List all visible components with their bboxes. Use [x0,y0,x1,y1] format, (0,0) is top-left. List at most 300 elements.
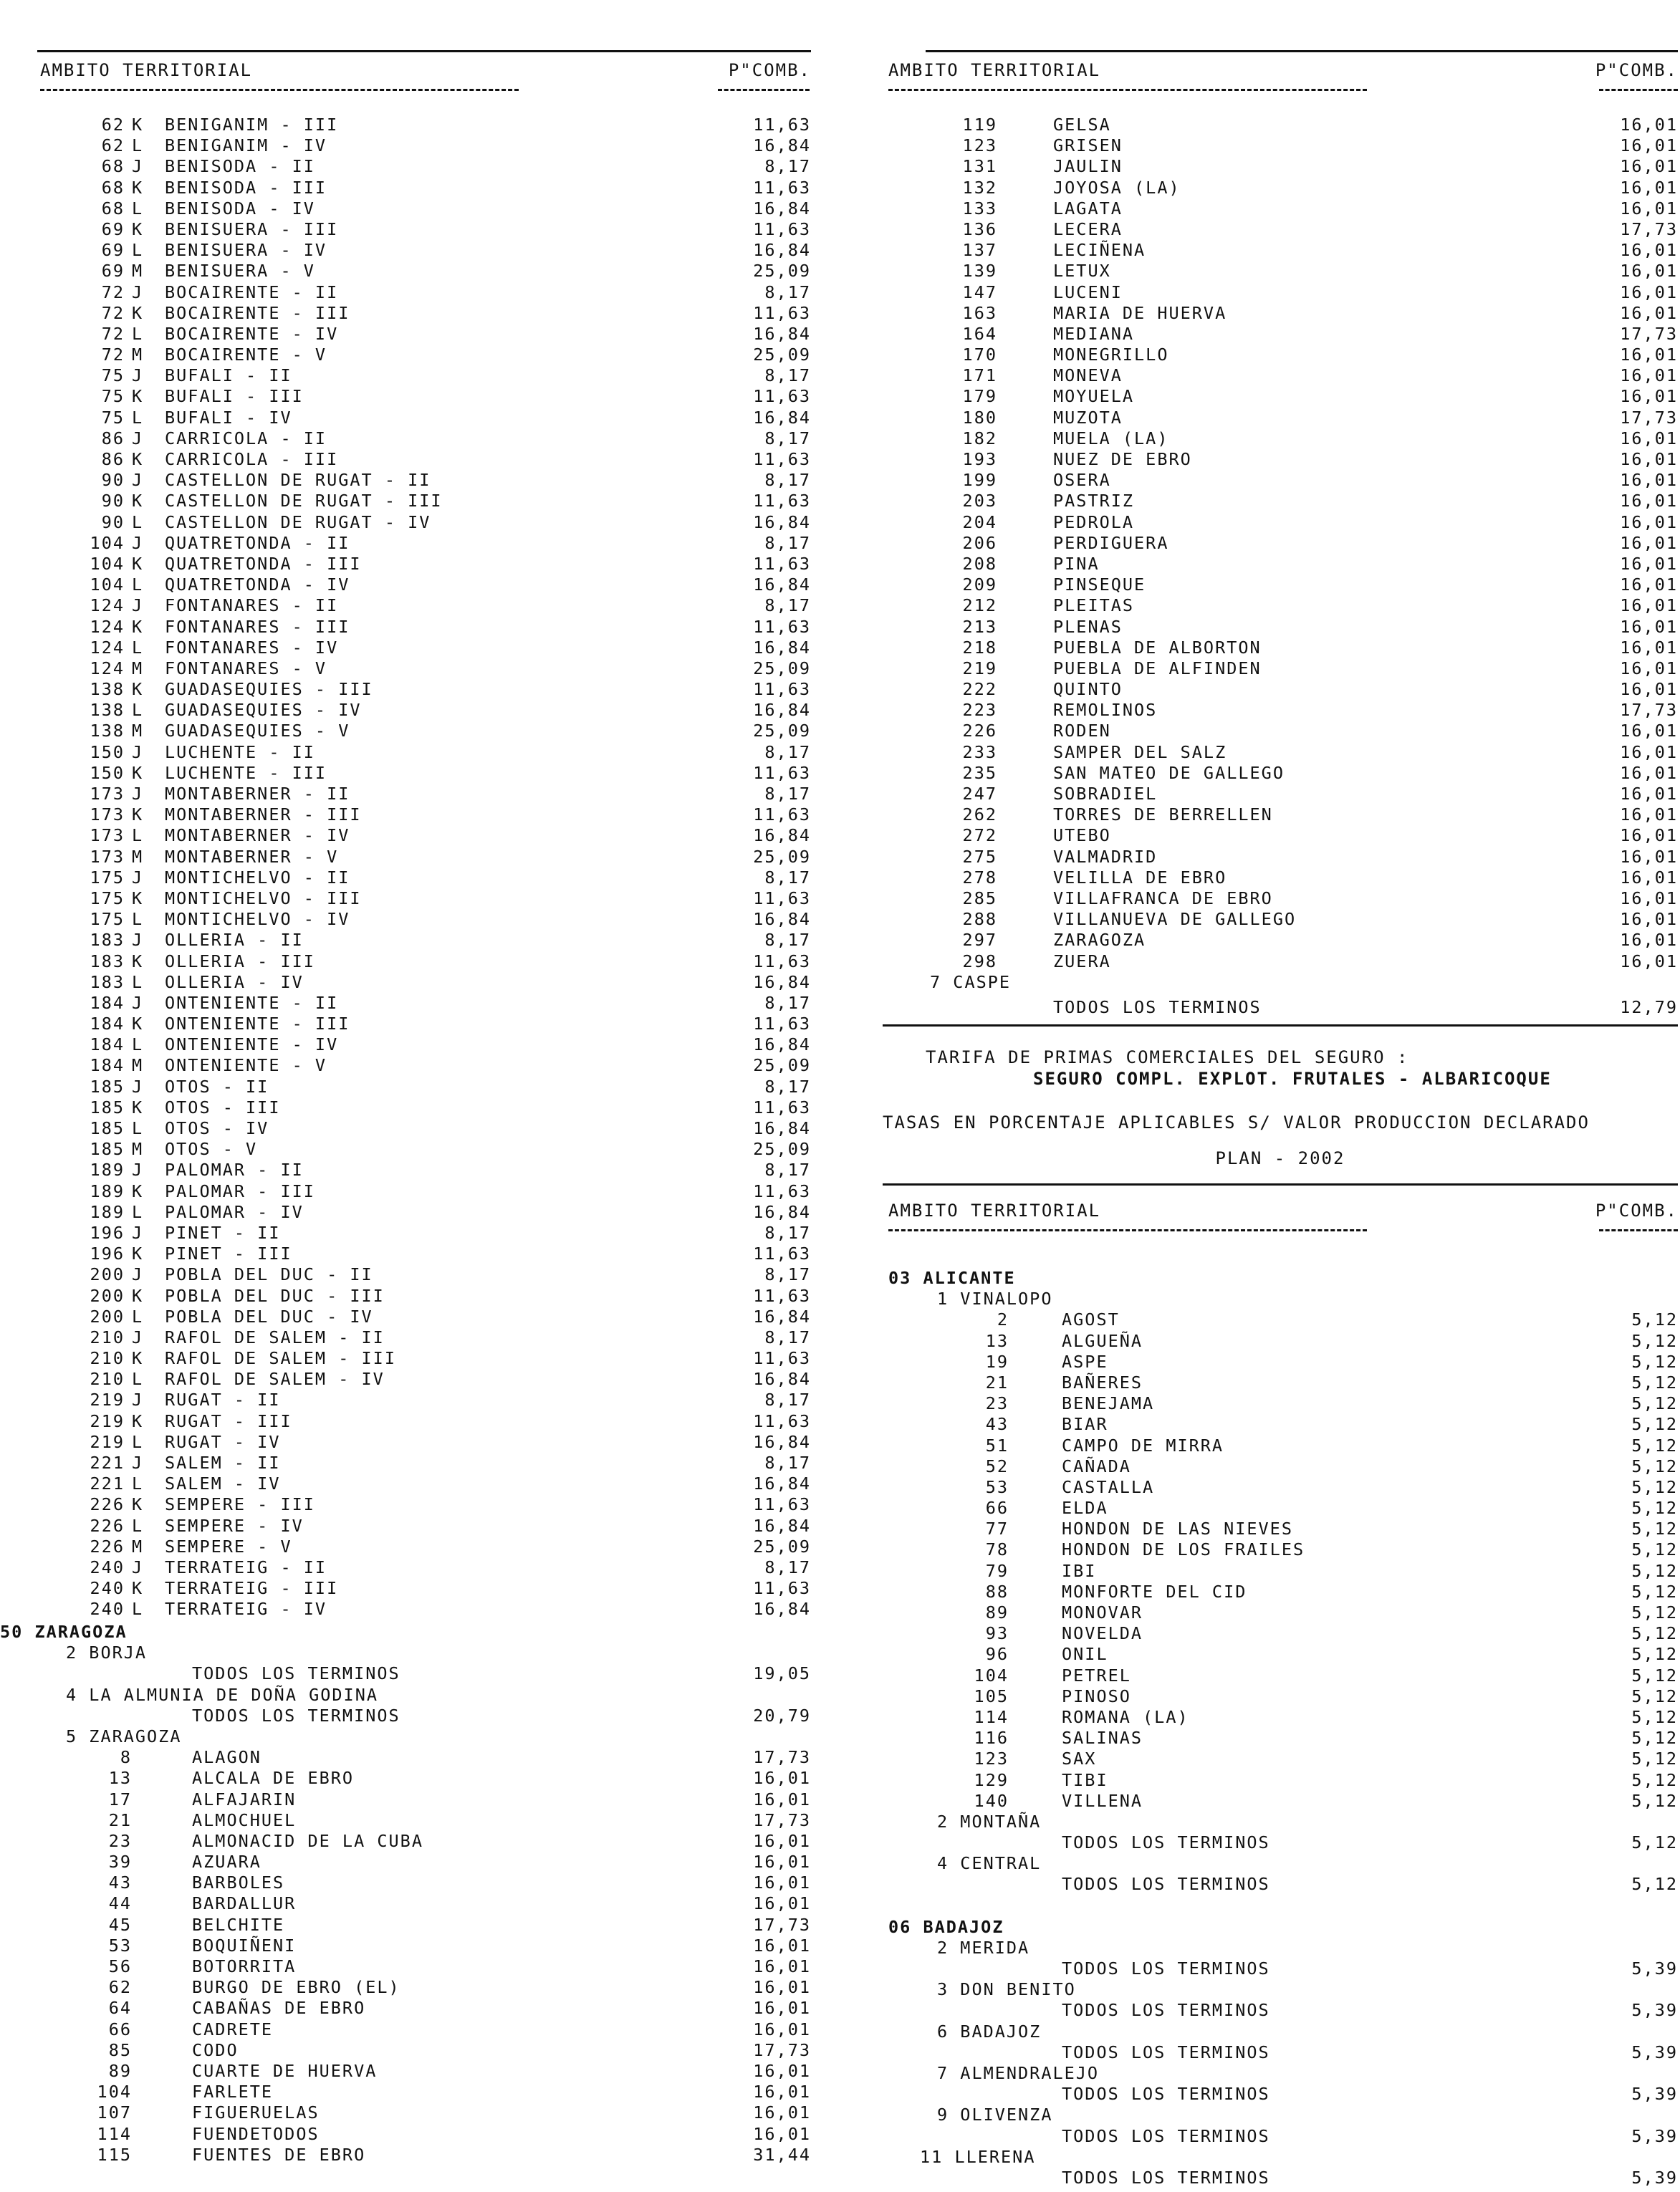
zone-letter: K [132,616,144,637]
comarca-row [883,2063,1656,2084]
municipality-name: ONTENIENTE - V [165,1055,327,1076]
premium-value: 5,12 [1631,1372,1678,1393]
municipality-name: PASTRIZ [1053,491,1135,511]
premium-value: 11,63 [753,1244,811,1264]
premium-value: 5,39 [1631,2042,1678,2062]
table-row [37,1160,811,1181]
table-row [883,1644,1678,1665]
table-row [883,1749,1678,1769]
municipality-code: 69 [101,261,125,282]
municipality-name: OLLERIA - IV [165,971,304,992]
municipality-code: 189 [90,1160,125,1181]
municipality-name: SOBRADIEL [1053,784,1158,804]
table-row [37,1810,811,1831]
municipality-code: 213 [962,616,997,637]
table-row [37,2124,811,2145]
municipality-name: OTOS - V [165,1139,258,1160]
municipality-code: 23 [108,1830,132,1851]
premium-value: 11,63 [753,616,811,637]
premium-value: 11,63 [753,1578,811,1599]
premium-value: 19,05 [753,1663,811,1684]
municipality-name: GUADASEQUIES - III [165,679,373,700]
zone-letter: K [132,762,144,783]
todos-label: TODOS LOS TERMINOS [192,1663,400,1684]
premium-value: 17,73 [1620,323,1678,344]
todos-row [883,2000,1678,2021]
zone-letter: J [132,1160,144,1181]
municipality-name: MOYUELA [1053,386,1135,407]
province-name: 06 BADAJOZ [888,1916,1004,1937]
municipality-name: CARRICOLA - II [165,428,327,448]
zone-letter: K [132,888,144,908]
table-row [37,1516,811,1537]
zone-letter: K [132,804,144,825]
municipality-code: 68 [101,177,125,198]
todos-label: TODOS LOS TERMINOS [1062,2042,1270,2062]
table-row [37,1494,811,1515]
premium-value: 16,01 [1620,951,1678,971]
municipality-code: 221 [90,1453,125,1473]
municipality-code: 173 [90,804,125,825]
comarca-name: 9 OLIVENZA [937,2105,1053,2125]
premium-value: 16,84 [753,1431,811,1452]
table-row [883,930,1678,951]
municipality-code: 175 [90,888,125,908]
table-row [883,762,1678,784]
zone-letter: L [132,1474,144,1494]
municipality-code: 275 [962,846,997,867]
todos-label: TODOS LOS TERMINOS [1062,1874,1270,1895]
municipality-code: 72 [101,345,125,365]
table-row [37,240,811,261]
municipality-name: FUENTES DE EBRO [192,2144,366,2165]
municipality-code: 123 [962,135,997,156]
municipality-code: 19 [985,1351,1009,1372]
zone-letter: K [132,491,144,511]
municipality-code: 2 [997,1309,1009,1330]
municipality-code: 104 [974,1665,1009,1686]
todos-row [37,1663,811,1684]
table-row [37,1893,811,1914]
premium-value: 16,01 [753,2123,811,2144]
municipality-code: 13 [108,1768,132,1789]
premium-value: 16,01 [1620,282,1678,302]
table-row [37,1286,811,1307]
premium-value: 11,63 [753,1097,811,1117]
premium-value: 5,12 [1631,1581,1678,1602]
premium-value: 16,01 [1620,846,1678,867]
table-row [37,1014,811,1034]
municipality-code: 219 [90,1431,125,1452]
municipality-name: RAFOL DE SALEM - II [165,1327,385,1347]
table-row [37,1348,811,1369]
municipality-code: 86 [101,428,125,448]
municipality-name: GUADASEQUIES - IV [165,700,362,721]
municipality-code: 185 [90,1076,125,1097]
premium-value: 16,01 [753,1998,811,2019]
table-row [37,1181,811,1202]
table-row [37,1097,811,1118]
municipality-code: 51 [985,1435,1009,1456]
premium-value: 16,01 [753,2019,811,2039]
zone-letter: J [132,992,144,1013]
municipality-code: 180 [962,407,997,428]
municipality-code: 171 [962,365,997,386]
municipality-code: 175 [90,867,125,888]
comarca-name: 4 LA ALMUNIA DE DOÑA GODINA [66,1684,379,1705]
premium-value: 16,01 [753,2082,811,2102]
table-row [883,1581,1678,1602]
province-name: 50 ZARAGOZA [0,1622,128,1642]
zone-letter: L [132,1034,144,1055]
municipality-name: RUGAT - II [165,1390,281,1410]
municipality-code: 272 [962,825,997,846]
table-row [37,1307,811,1327]
table-row [883,804,1678,825]
municipality-code: 69 [101,218,125,239]
premium-value: 12,79 [1620,996,1678,1017]
municipality-code: 233 [962,741,997,762]
table-row [883,951,1678,972]
premium-value: 11,63 [753,218,811,239]
municipality-name: POBLA DEL DUC - III [165,1285,385,1306]
premium-value: 25,09 [753,846,811,867]
municipality-code: 278 [962,867,997,888]
table-row [883,1372,1678,1393]
table-row [37,1077,811,1097]
municipality-name: PLENAS [1053,616,1123,637]
premium-value: 5,12 [1631,1602,1678,1623]
table-row [37,742,811,763]
municipality-code: 105 [974,1686,1009,1706]
header-underline-right [888,89,1367,91]
premium-value: 16,84 [753,825,811,846]
table-row [37,491,811,511]
municipality-code: 200 [90,1285,125,1306]
table-row [883,1686,1678,1707]
municipality-code: 235 [962,762,997,783]
premium-value: 16,01 [753,2102,811,2123]
comarca-name: 2 BORJA [66,1643,148,1663]
table-row [37,178,811,198]
municipality-code: 77 [985,1519,1009,1539]
municipality-name: FONTANARES - IV [165,637,339,658]
zone-letter: K [132,386,144,407]
municipality-name: SAN MATEO DE GALLEGO [1053,762,1285,783]
zone-letter: K [132,115,144,135]
premium-value: 8,17 [764,1264,811,1285]
premium-value: 16,84 [753,1118,811,1138]
table-row [37,847,811,867]
municipality-name: PLEITAS [1053,595,1135,616]
table-row [37,1369,811,1390]
municipality-name: ROMANA (LA) [1062,1706,1189,1727]
municipality-code: 179 [962,386,997,407]
premium-value: 5,12 [1631,1706,1678,1727]
municipality-name: BENISODA - II [165,156,315,177]
table-row [883,1456,1678,1477]
premium-value: 16,01 [1620,575,1678,595]
municipality-name: CASTELLON DE RUGAT - IV [165,511,431,532]
table-row [37,1578,811,1599]
municipality-code: 210 [90,1327,125,1347]
municipality-name: QUATRETONDA - IV [165,575,350,595]
municipality-code: 21 [108,1809,132,1830]
municipality-code: 226 [90,1515,125,1536]
province-row [0,1622,811,1643]
municipality-name: VELILLA DE EBRO [1053,867,1227,888]
municipality-name: VALMADRID [1053,846,1158,867]
premium-value: 16,01 [1620,867,1678,888]
header-underline [40,89,519,91]
premium-value: 8,17 [764,1222,811,1243]
zone-letter: J [132,930,144,951]
zone-letter: K [132,1181,144,1201]
table-row [37,993,811,1014]
zone-letter: J [132,1390,144,1410]
zone-letter: K [132,1244,144,1264]
municipality-code: 240 [90,1599,125,1620]
table-row [883,741,1678,763]
municipality-name: HONDON DE LOS FRAILES [1062,1539,1305,1560]
table-row [37,909,811,930]
table-row [37,700,811,721]
table-row [37,1055,811,1076]
municipality-code: 124 [90,616,125,637]
municipality-code: 173 [90,846,125,867]
municipality-code: 183 [90,971,125,992]
municipality-name: CADRETE [192,2019,274,2039]
premium-value: 16,01 [1620,511,1678,532]
comarca-name: 1 VINALOPO [937,1289,1053,1309]
premium-value: 16,84 [753,198,811,218]
table-row [37,198,811,219]
municipality-code: 62 [101,115,125,135]
premium-value: 8,17 [764,156,811,177]
table-row [37,575,811,595]
municipality-name: JAULIN [1053,156,1123,177]
municipality-name: LECERA [1053,218,1123,239]
premium-value: 5,12 [1631,1769,1678,1790]
municipality-code: 206 [962,532,997,553]
table-row [37,1998,811,2019]
zone-letter: L [132,407,144,428]
municipality-name: PERDIGUERA [1053,532,1169,553]
table-row [37,679,811,700]
table-row [37,1223,811,1244]
municipality-code: 262 [962,804,997,825]
municipality-name: PALOMAR - IV [165,1201,304,1222]
premium-value: 11,63 [753,302,811,323]
zone-letter: K [132,1578,144,1599]
table-row [883,1519,1678,1539]
premium-value: 5,12 [1631,1539,1678,1560]
premium-value: 11,63 [753,1494,811,1515]
municipality-name: CASTELLON DE RUGAT - III [165,491,443,511]
premium-value: 11,63 [753,491,811,511]
municipality-code: 72 [101,282,125,302]
premium-value: 17,73 [1620,218,1678,239]
zone-letter: J [132,1222,144,1243]
municipality-name: OSERA [1053,470,1111,491]
municipality-name: CASTALLA [1062,1476,1155,1497]
municipality-name: MONTICHELVO - II [165,867,350,888]
table-row [883,700,1678,721]
premium-value: 11,63 [753,679,811,700]
table-row [37,1202,811,1223]
todos-row [883,2084,1678,2105]
table-row [37,345,811,365]
table-row [883,511,1678,533]
zone-letter: K [132,177,144,198]
municipality-code: 150 [90,741,125,762]
municipality-name: GRISEN [1053,135,1123,156]
municipality-code: 44 [108,1893,132,1914]
premium-value: 16,01 [1620,386,1678,407]
premium-value: 11,63 [753,386,811,407]
premium-value: 16,01 [753,1873,811,1893]
table-row [883,1790,1678,1812]
premium-value: 17,73 [1620,407,1678,428]
premium-value: 5,39 [1631,2084,1678,2105]
municipality-code: 182 [962,428,997,448]
municipality-name: ALCALA DE EBRO [192,1768,355,1789]
premium-value: 16,01 [1620,261,1678,282]
province-row [883,1268,1656,1289]
table-row [883,449,1678,470]
municipality-name: QUATRETONDA - III [165,553,362,574]
municipality-name: TERRATEIG - II [165,1557,327,1577]
comarca-row [883,972,1656,993]
municipality-code: 43 [985,1414,1009,1435]
municipality-code: 226 [90,1494,125,1515]
municipality-name: SEMPERE - IV [165,1515,304,1536]
premium-value: 5,12 [1631,1456,1678,1476]
municipality-code: 86 [101,449,125,469]
municipality-name: MONTICHELVO - III [165,888,362,908]
municipality-code: 163 [962,302,997,323]
municipality-code: 193 [962,449,997,469]
table-row [883,637,1678,658]
premium-value: 5,39 [1631,2125,1678,2146]
comb-underline-right [1599,89,1678,91]
municipality-name: SALINAS [1062,1728,1143,1749]
table-row [37,2082,811,2102]
municipality-name: ALFAJARIN [192,1789,297,1809]
municipality-name: MONEVA [1053,365,1123,386]
premium-value: 16,01 [1620,658,1678,678]
premium-value: 16,01 [753,1852,811,1873]
municipality-name: BENISUERA - IV [165,240,327,261]
zone-letter: J [132,470,144,491]
table-row [883,846,1678,867]
municipality-name: BENISUERA - V [165,261,315,282]
municipality-code: 219 [962,658,997,678]
municipality-name: LUCHENTE - II [165,741,315,762]
premium-value: 11,63 [753,762,811,783]
table-row [883,1560,1678,1582]
comarca-name: 6 BADAJOZ [937,2021,1042,2042]
municipality-code: 23 [985,1393,1009,1414]
table-row [37,721,811,741]
municipality-name: BENIGANIM - IV [165,135,327,156]
municipality-code: 93 [985,1623,1009,1644]
municipality-code: 133 [962,198,997,218]
table-row [883,491,1678,511]
municipality-code: 173 [90,784,125,804]
premium-value: 5,12 [1631,1874,1678,1895]
municipality-name: BENEJAMA [1062,1393,1155,1414]
municipality-code: 96 [985,1644,1009,1665]
municipality-name: TERRATEIG - III [165,1578,339,1599]
table-row [37,1977,811,1998]
premium-value: 5,12 [1631,1393,1678,1414]
premium-value: 5,12 [1631,1351,1678,1372]
municipality-name: VILLAFRANCA DE EBRO [1053,888,1273,908]
premium-value: 5,39 [1631,1958,1678,1979]
ambito-header-right: AMBITO TERRITORIAL [888,60,1101,80]
premium-value: 16,01 [1620,449,1678,469]
spacer [883,1895,1656,1917]
premium-value: 16,01 [1620,470,1678,491]
municipality-name: FARLETE [192,2082,274,2102]
premium-value: 16,01 [1620,616,1678,637]
municipality-name: VILLENA [1062,1790,1143,1811]
table-row [37,1118,811,1139]
zone-letter: J [132,1327,144,1347]
premium-value: 16,01 [1620,240,1678,261]
table-row [37,1768,811,1789]
zone-letter: L [132,909,144,930]
premium-value: 25,09 [753,1536,811,1557]
premium-value: 16,01 [1620,135,1678,156]
municipality-code: 13 [985,1330,1009,1351]
municipality-name: REMOLINOS [1053,700,1158,721]
zone-letter: L [132,825,144,846]
premium-value: 16,01 [1620,721,1678,741]
premium-value: 5,12 [1631,1330,1678,1351]
zone-letter: K [132,218,144,239]
municipality-name: BUFALI - II [165,365,292,386]
table-row [37,1936,811,1956]
municipality-code: 219 [90,1410,125,1431]
municipality-name: PALOMAR - III [165,1181,315,1201]
municipality-name: OLLERIA - II [165,930,304,951]
plan-title: PLAN - 2002 [1215,1148,1345,1168]
zone-letter: M [132,658,144,678]
header-underline-2 [888,1229,1367,1231]
municipality-name: PINSEQUE [1053,575,1146,595]
table-row [37,449,811,470]
section-rule [883,1024,1678,1027]
premium-value: 25,09 [753,721,811,741]
zone-letter: L [132,637,144,658]
premium-value: 16,84 [753,637,811,658]
table-row [37,428,811,449]
municipality-name: ONIL [1062,1644,1108,1665]
ambito-header-2: AMBITO TERRITORIAL [888,1201,1101,1221]
premium-value: 8,17 [764,365,811,386]
municipality-code: 184 [90,1055,125,1076]
table-row [883,156,1678,177]
table-row [37,408,811,428]
zone-letter: M [132,345,144,365]
premium-value: 16,84 [753,1369,811,1390]
table-row [37,1789,811,1810]
municipality-code: 104 [97,2082,132,2102]
table-row [37,2040,811,2061]
table-row [883,302,1678,324]
